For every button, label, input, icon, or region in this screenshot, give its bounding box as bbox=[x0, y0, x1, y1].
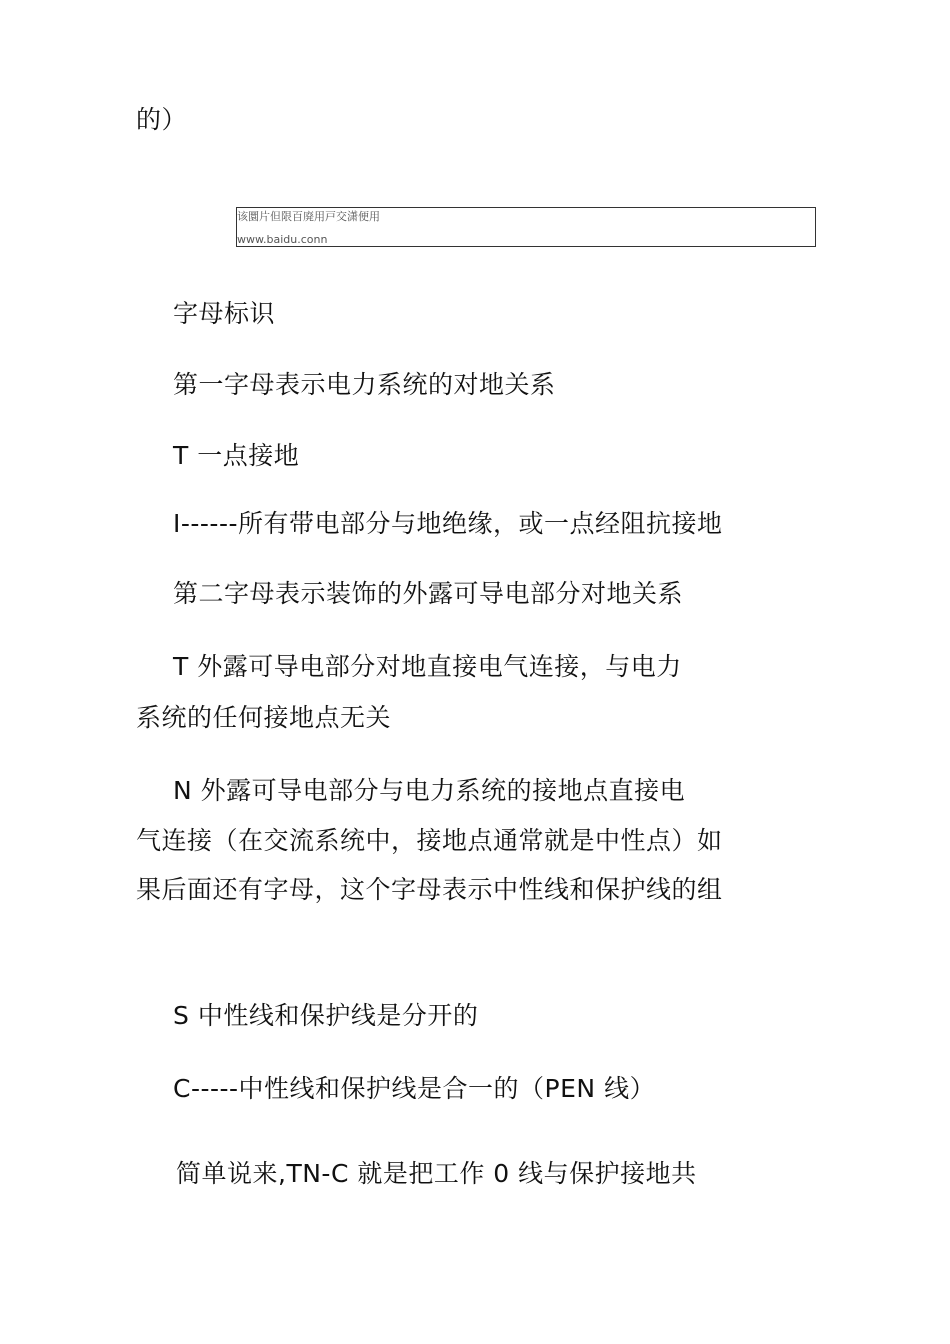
paragraph-letter-codes-heading: 字母标识 bbox=[173, 299, 276, 328]
paragraph-first-letter: 第一字母表示电力系统的对地关系 bbox=[173, 370, 556, 399]
image-caption-line2: www.baidu.conn bbox=[237, 233, 328, 246]
image-caption-line1: 该圜片但限百廃用戸交潇便用 bbox=[237, 210, 380, 223]
paragraph-t-exposed-line2: 系统的任何接地点无关 bbox=[136, 703, 392, 732]
paragraph-t-grounding: T 一点接地 bbox=[173, 441, 300, 470]
paragraph-n-exposed-line3: 果后面还有字母，这个字母表示中性线和保护线的组 bbox=[136, 875, 723, 904]
paragraph-c-combined: C-----中性线和保护线是合一的（PEN 线） bbox=[173, 1074, 656, 1103]
paragraph-s-separate: S 中性线和保护线是分开的 bbox=[173, 1001, 479, 1030]
paragraph-tn-c-summary: 简单说来,TN-C 就是把工作 0 线与保护接地共 bbox=[176, 1159, 697, 1188]
paragraph-n-exposed-line2: 气连接（在交流系统中，接地点通常就是中性点）如 bbox=[136, 826, 723, 855]
paragraph-second-letter: 第二字母表示装饰的外露可导电部分对地关系 bbox=[173, 579, 684, 608]
paragraph-t-exposed-line1: T 外露可导电部分对地直接电气连接，与电力 bbox=[173, 652, 682, 681]
paragraph-n-exposed-line1: N 外露可导电部分与电力系统的接地点直接电 bbox=[173, 776, 686, 805]
image-placeholder bbox=[236, 207, 816, 247]
top-fragment-text: 的） bbox=[136, 105, 188, 134]
paragraph-i-insulated: I------所有带电部分与地绝缘，或一点经阻抗接地 bbox=[173, 509, 723, 538]
